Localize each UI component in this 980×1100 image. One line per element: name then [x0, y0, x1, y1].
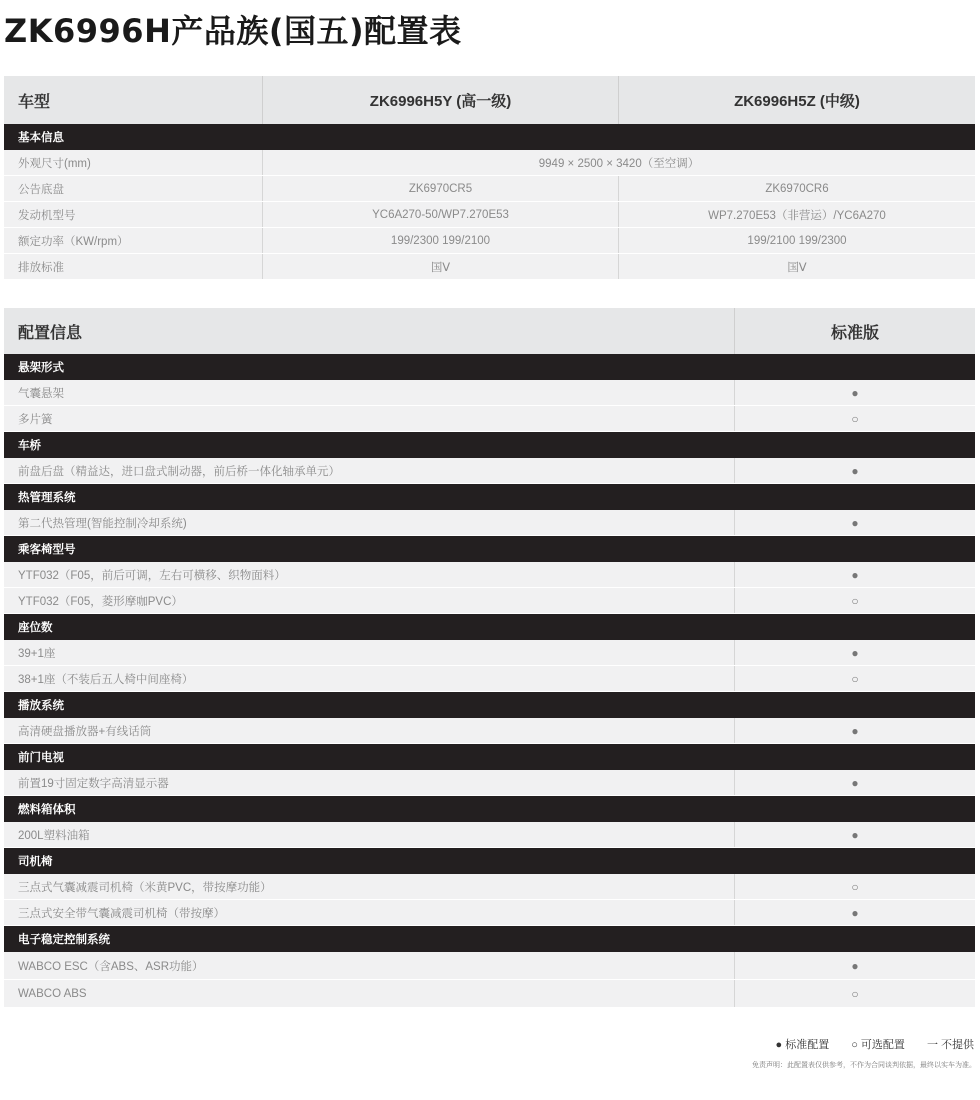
section-header: 座位数	[4, 614, 975, 640]
row-label: 前盘后盘（精益达，进口盘式制动器，前后桥一体化轴承单元）	[4, 458, 735, 483]
row-value-span: 9949 × 2500 × 3420（至空调）	[538, 157, 700, 170]
basic-info-table	[4, 76, 975, 280]
section-header: 乘客椅型号	[4, 536, 975, 562]
row-label: WABCO ABS	[4, 980, 735, 1007]
row-label: 前置19寸固定数字高清显示器	[4, 770, 735, 795]
standard-mark-icon: ●	[851, 905, 859, 920]
section-header: 悬架形式	[4, 354, 975, 380]
legend-optional: ○ 可选配置	[851, 1039, 905, 1051]
row-label: 高清硬盘播放器+有线话筒	[4, 718, 735, 743]
section-header: 前门电视	[4, 744, 975, 770]
table-row	[4, 874, 975, 900]
row-value-b: 199/2100 199/2300	[747, 234, 847, 247]
standard-mark-icon: ●	[851, 515, 859, 530]
section-header: 燃料箱体积	[4, 796, 975, 822]
row-label: 多片簧	[4, 406, 735, 431]
table-row	[4, 640, 975, 666]
table-row	[4, 770, 975, 796]
row-value-a: 国Ⅴ	[263, 254, 619, 279]
standard-mark-icon: ●	[851, 775, 859, 790]
table-row	[4, 952, 975, 980]
table-row	[4, 150, 975, 176]
config-table	[4, 308, 975, 1008]
row-label: YTF032（F05，菱形摩咖PVC）	[4, 588, 735, 613]
page-title: ZK6996H产品族(国五)配置表	[4, 12, 462, 50]
header-label: 车型	[4, 76, 263, 124]
row-label: 额定功率（KW/rpm）	[4, 228, 263, 253]
row-label: 公告底盘	[4, 176, 263, 201]
legend-none: 一 不提供	[926, 1039, 974, 1051]
row-label: 38+1座（不装后五人椅中间座椅）	[4, 666, 735, 691]
standard-mark-icon: ●	[851, 463, 859, 478]
row-value-b: 国Ⅴ	[787, 261, 807, 274]
standard-mark-icon: ●	[851, 723, 859, 738]
table-row	[4, 510, 975, 536]
table-row	[4, 176, 975, 202]
table-row	[4, 980, 975, 1008]
table-row	[4, 228, 975, 254]
section-header: 基本信息	[4, 124, 975, 150]
disclaimer: 免责声明：此配置表仅供参考，不作为合同谈判依据，最终以实车为准。	[752, 1062, 976, 1069]
section-header: 车桥	[4, 432, 975, 458]
standard-mark-icon: ●	[851, 827, 859, 842]
legend	[776, 1036, 974, 1052]
table-row	[4, 380, 975, 406]
row-label: YTF032（F05，前后可调，左右可横移、织物面料）	[4, 562, 735, 587]
row-label: 200L塑料油箱	[4, 822, 735, 847]
optional-mark-icon: ○	[851, 986, 859, 1001]
row-label: 排放标准	[4, 254, 263, 279]
row-label: 三点式气囊减震司机椅（米黄PVC，带按摩功能）	[4, 874, 735, 899]
row-label: 发动机型号	[4, 202, 263, 227]
row-label: WABCO ESC（含ABS、ASR功能）	[4, 952, 735, 979]
section-header: 播放系统	[4, 692, 975, 718]
standard-mark-icon: ●	[851, 958, 859, 973]
section-header: 司机椅	[4, 848, 975, 874]
standard-mark-icon: ●	[851, 385, 859, 400]
config-header	[4, 308, 975, 354]
optional-mark-icon: ○	[851, 879, 859, 894]
section-header: 电子稳定控制系统	[4, 926, 975, 952]
legend-standard: ● 标准配置	[775, 1039, 830, 1051]
row-label: 第二代热管理(智能控制冷却系统)	[4, 510, 735, 535]
header-model-b: ZK6996H5Z (中级)	[734, 92, 860, 110]
table-row	[4, 458, 975, 484]
optional-mark-icon: ○	[851, 593, 859, 608]
row-label: 外观尺寸(mm)	[4, 150, 263, 175]
table-row	[4, 718, 975, 744]
table-row	[4, 822, 975, 848]
row-label: 39+1座	[4, 640, 735, 665]
table-row	[4, 254, 975, 280]
header-model-a: ZK6996H5Y (高一级)	[263, 76, 619, 124]
section-header: 热管理系统	[4, 484, 975, 510]
table-row	[4, 588, 975, 614]
standard-mark-icon: ●	[851, 567, 859, 582]
row-label: 气囊悬架	[4, 380, 735, 405]
optional-mark-icon: ○	[851, 411, 859, 426]
row-value-a: ZK6970CR5	[263, 176, 619, 201]
row-value-a: YC6A270-50/WP7.270E53	[263, 202, 619, 227]
row-value-a: 199/2300 199/2100	[263, 228, 619, 253]
table-row	[4, 406, 975, 432]
row-value-b: WP7.270E53（非营运）/YC6A270	[708, 209, 886, 222]
table-row	[4, 666, 975, 692]
table-row	[4, 202, 975, 228]
config-header-version: 标准版	[830, 324, 879, 342]
table-row	[4, 562, 975, 588]
table-row	[4, 900, 975, 926]
standard-mark-icon: ●	[851, 645, 859, 660]
row-value-b: ZK6970CR6	[765, 182, 829, 195]
config-header-label: 配置信息	[4, 308, 735, 354]
optional-mark-icon: ○	[851, 671, 859, 686]
basic-info-header	[4, 76, 975, 124]
row-label: 三点式安全带气囊减震司机椅（带按摩）	[4, 900, 735, 925]
